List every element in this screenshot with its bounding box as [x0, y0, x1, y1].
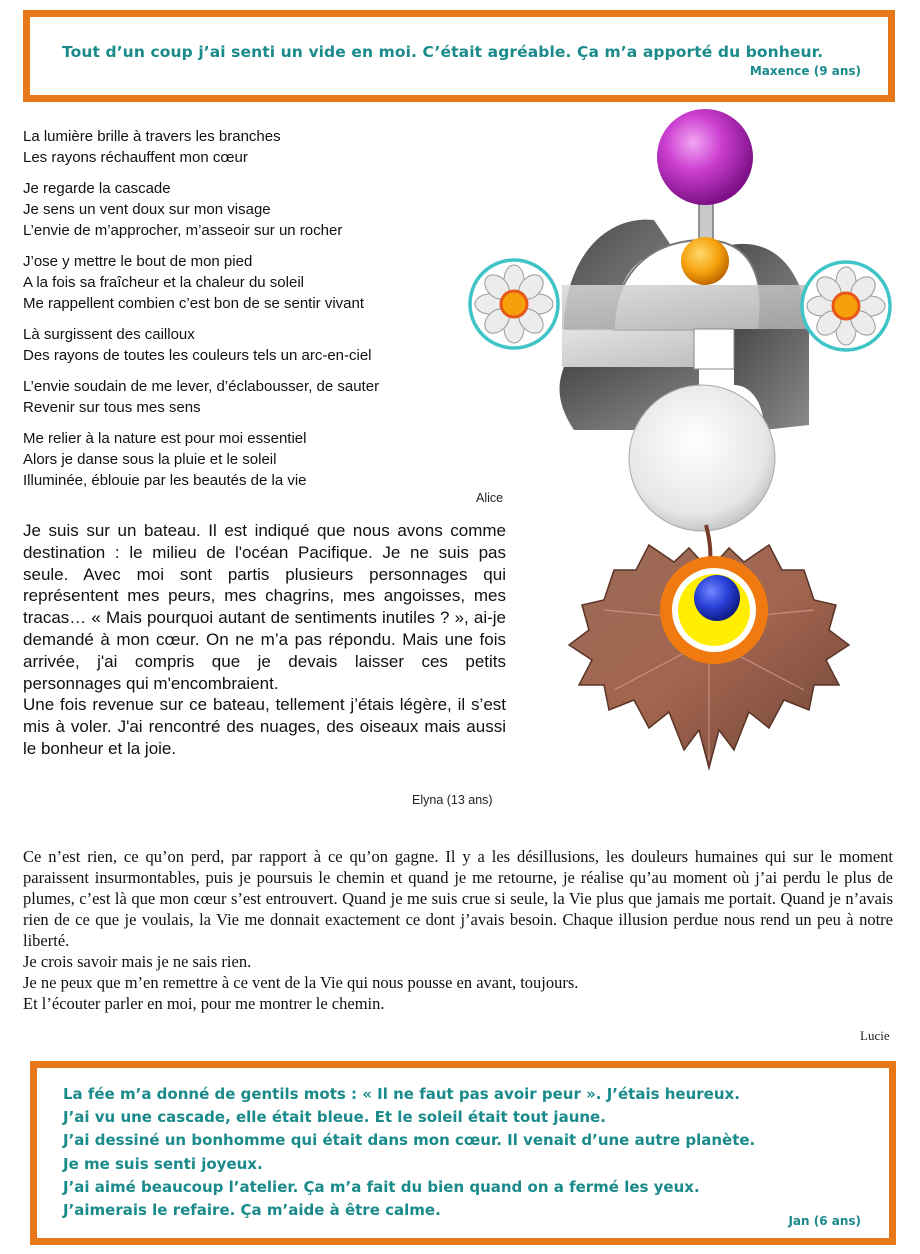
top-quote-author: Maxence (9 ans) [749, 64, 861, 78]
poem-line: Là surgissent des cailloux [23, 326, 195, 343]
lucie-text [23, 846, 893, 1014]
bottom-quote-lines [63, 1083, 755, 1222]
orange-sphere [681, 237, 729, 285]
lucie-paragraph: Je ne peux que m’en remettre à ce vent de la Vie qui nous pousse en avant, toujours. [23, 973, 579, 992]
bottom-quote-line: Je me suis senti joyeux. [63, 1154, 263, 1173]
blue-sphere [694, 575, 740, 621]
poem-stanza [23, 251, 513, 314]
lucie-author: Lucie [860, 1028, 890, 1043]
poem-author: Alice [476, 491, 504, 505]
bottom-quote-line: J’ai dessiné un bonhomme qui était dans mon cœur. Il venait d’une autre planète. [63, 1131, 756, 1150]
magenta-sphere [657, 109, 753, 205]
poem-line: La lumière brille à travers les branches [23, 128, 281, 145]
bottom-quote-box [30, 1061, 896, 1245]
poem-line: Des rayons de toutes les couleurs tels un arc-en-ciel [23, 347, 372, 364]
poem-line: Les rayons réchauffent mon cœur [23, 149, 248, 166]
poem-stanza [23, 126, 513, 168]
right-flower-icon [802, 262, 890, 350]
elyna-author: Elyna (13 ans) [412, 793, 493, 807]
bottom-quote-line: J’ai aimé beaucoup l’atelier. Ça m’a fait du bien quand on a fermé les yeux. [63, 1177, 700, 1196]
poem-line: Je sens un vent doux sur mon visage [23, 201, 271, 218]
poem-line: L’envie soudain de me lever, d’éclabousser, de sauter [23, 378, 380, 395]
poem-line: L’envie de m’approcher, m’asseoir sur un rocher [23, 222, 343, 239]
elyna-text [23, 520, 506, 760]
poem-line: Revenir sur tous mes sens [23, 399, 201, 416]
bottom-quote-line: J’ai vu une cascade, elle était bleue. Et le soleil était tout jaune. [63, 1108, 606, 1127]
poem-line: Je regarde la cascade [23, 180, 171, 197]
lucie-paragraph: Ce n’est rien, ce qu’on perd, par rapport à ce qu’on gagne. Il y a les désillusions, les douleurs humaines qui sur le moment paraissent insurmontables, puis je poursuis le chemin et quand je me retourne, je réalise qu’au moment où j’ai perdu le plus de plumes, c’est là que mon cœur s’est entrouvert. Quand je me suis crue si seule, la Vie plus que jamais me portait. Quand je n’avais rien de ce que je voulais, la Vie me donnait exactement ce dont j’avais besoin. Chaque illusion perdue nous rend un peu à notre liberté. [23, 847, 893, 950]
poem-line: Me relier à la nature est pour moi essentiel [23, 430, 307, 447]
lucie-paragraph: Et l’écouter parler en moi, pour me montrer le chemin. [23, 994, 385, 1013]
top-quote-text: Tout d’un coup j’ai senti un vide en moi. C’était agréable. Ça m’a apporté du bonheur. [62, 43, 824, 61]
bottom-quote-line: La fée m’a donné de gentils mots : « Il ne faut pas avoir peur ». J’étais heureux. [63, 1085, 740, 1103]
poem-line: A la fois sa fraîcheur et la chaleur du soleil [23, 274, 304, 291]
white-sphere [629, 385, 775, 531]
poem-stanza [23, 178, 513, 241]
poem-line: J’ose y mettre le bout de mon pied [23, 253, 253, 270]
elyna-paragraph: Je suis sur un bateau. Il est indiqué que nous avons comme destination : le milieu de l'océan Pacifique. Je ne suis pas seule. Avec moi sont partis plusieurs personnages qui représentent mes peurs, mes chagrins, mes angoisses, mes tracas… « Mais pourquoi autant de sentiments inutiles ? », ai-je demandé à mon cœur. On ne m’a pas répondu. Mais une fois arrivée, j'ai compris que je devais laisser ces petits personnages qui m'encombraient. [23, 521, 506, 693]
bottom-quote-author: Jan (6 ans) [788, 1214, 861, 1228]
mandala-illustration [464, 100, 904, 780]
bottom-quote-line: J’aimerais le refaire. Ça m’aide à être calme. [63, 1201, 441, 1220]
poem-line: Alors je danse sous la pluie et le soleil [23, 451, 277, 468]
elyna-paragraph: Une fois revenue sur ce bateau, tellement j’étais légère, il s’est mis à voler. J'ai rencontré des nuages, des oiseaux mais aussi le bonheur et la joie. [23, 695, 506, 758]
poem-line: Illuminée, éblouie par les beautés de la vie [23, 472, 307, 489]
poem [23, 126, 513, 501]
top-quote-box [23, 10, 895, 102]
poem-line: Me rappellent combien c’est bon de se sentir vivant [23, 295, 365, 312]
lucie-paragraph: Je crois savoir mais je ne sais rien. [23, 952, 252, 971]
poem-stanza [23, 428, 513, 491]
left-flower-icon [470, 260, 558, 348]
poem-stanza [23, 376, 513, 418]
poem-stanza [23, 324, 513, 366]
